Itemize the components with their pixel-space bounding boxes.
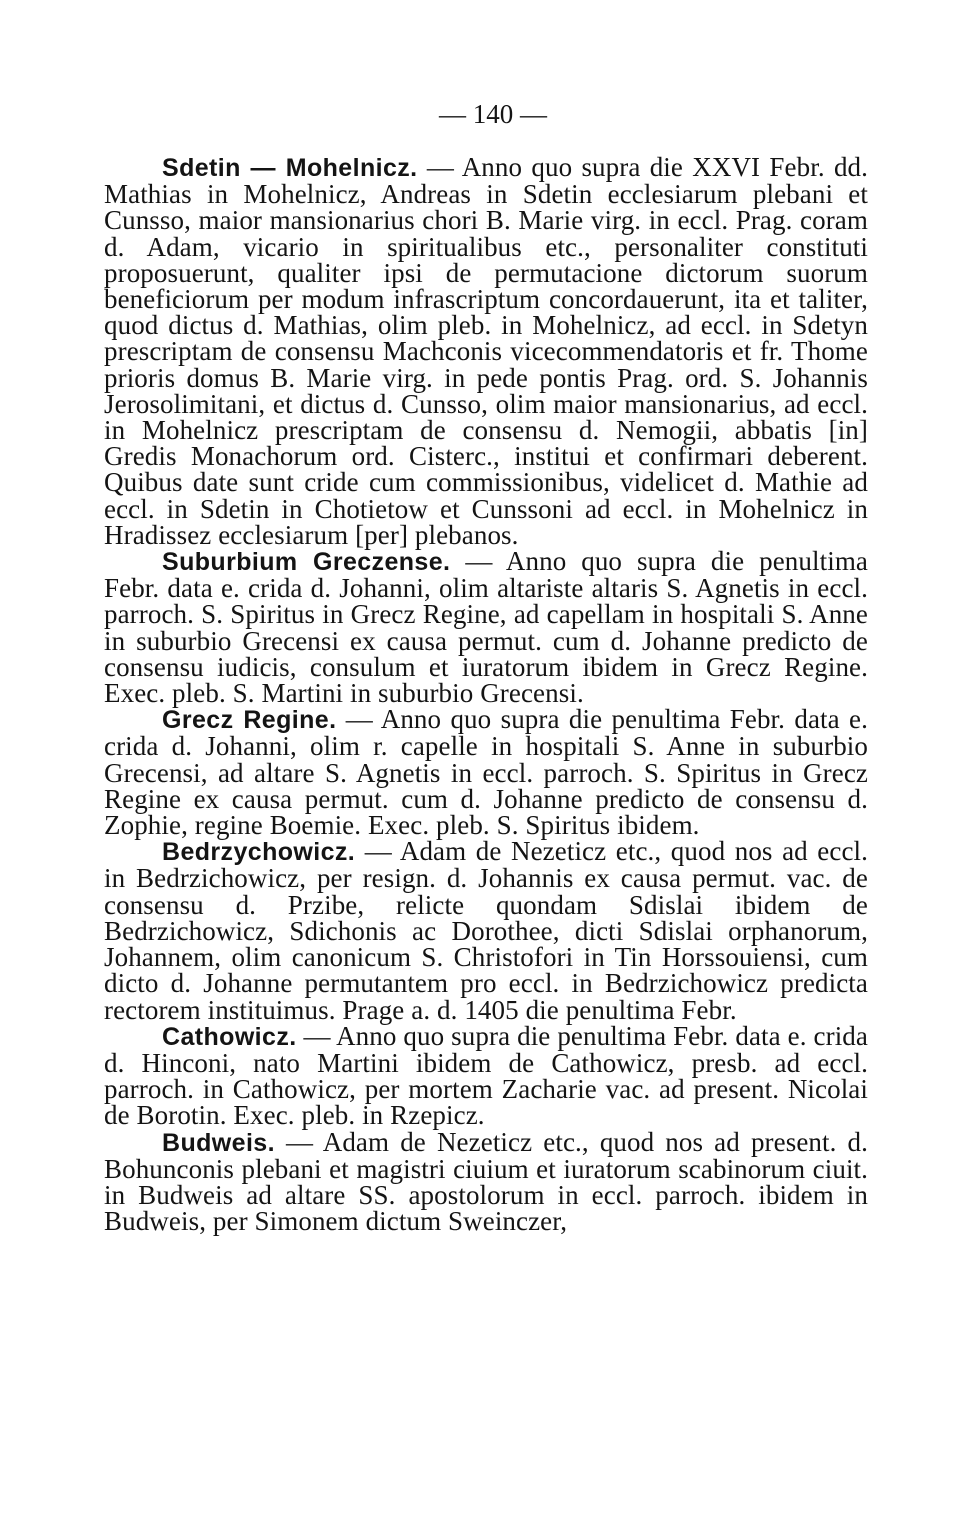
entry-place-heading: Cathowicz.	[162, 1022, 297, 1051]
entry-place-heading: Budweis.	[162, 1128, 275, 1157]
entry-text: — Anno quo supra die penultima Febr. data e. crida d. Johanni, olim r. capelle in hospitali S. Anne in suburbio Grecensi, ad altare S. Agnetis in eccl. parroch. S. Spiritus in Grecz Regine ex causa permut. cum d. Johanne predicto de consensu d. Zophie, regine Boemie. Exec. pleb. S. Spiritus ibidem.	[104, 704, 868, 841]
entry-text: — Adam de Nezeticz etc., quod nos ad eccl. in Bedrzichowicz, per resign. d. Johannis ex causa permut. vac. de consensu d. Przibe, relicte quondam Sdislai ibidem de Bedrzichowicz, Sdichonis ac Dorothee, dicti Sdislai orphanorum, Johannem, olim canonicum S. Christofori in Tin Horssouiensi, cum dicto d. Johanne permutantem pro eccl. in Bedrzichowicz predicta rectorem instituimus. Prage a. d. 1405 die penultima Febr.	[104, 836, 868, 1025]
entry-place-heading: Suburbium Greczense.	[162, 548, 451, 577]
entry-sdetin-mohelnicz	[104, 154, 868, 548]
entry-cathowicz	[104, 1020, 868, 1131]
entry-text: — Anno quo supra die penultima Febr. data e. crida d. Johanni, olim altariste altaris S. Agnetis in eccl. parroch. S. Spiritus in Grecz Regine, ad capellam in hospitali S. Anne in suburbio Grecensi ex causa permut. cum d. Johanne predicto de consensu iudicis, consulum et iuratorum ibidem in Grecz Regine. Exec. pleb. S. Martini in suburbio Grecensi.	[104, 546, 869, 709]
entry-suburbium-greczense	[104, 546, 869, 709]
entry-text: — Anno quo supra die penultima Febr. data e. crida d. Hinconi, nato Martini ibidem de Cathowicz, presb. ad eccl. parroch. in Cathowicz, per mortem Zacharie vac. ad present. Nicolai de Borotin. Exec. pleb. in Rzepicz.	[104, 1020, 868, 1131]
entry-place-heading: Bedrzychowicz.	[162, 838, 356, 867]
entry-place-heading: Sdetin — Mohelnicz.	[162, 154, 418, 182]
entry-text: — Adam de Nezeticz etc., quod nos ad present. d. Bohunconis plebani et magistri ciuium et iuratorum scabinorum ciuit. in Budweis ad altare SS. apostolorum in eccl. parroch. ibidem in Budweis, per Simonem dictum Sweinczer,	[104, 1126, 868, 1237]
entry-grecz-regine	[104, 704, 868, 841]
entry-place-heading: Grecz Regine.	[162, 706, 337, 735]
entry-budweis	[104, 1126, 868, 1237]
page-number: — 140 —	[439, 99, 547, 129]
book-page	[104, 96, 869, 1237]
entry-text: — Anno quo supra die XXVI Febr. dd. Mathias in Mohelnicz, Andreas in Sdetin ecclesiarum plebani et Cunsso, maior mansionarius chori B. Marie virg. in eccl. Prag. coram d. Adam, vicario in spiritualibus etc., personaliter constituti proposuerunt, qualiter ipsi de permutacione dictorum suorum beneficiorum per modum infrascriptum concordauerunt, ita et taliter, quod dictus d. Mathias, olim pleb. in Mohelnicz, ad eccl. in Sdetyn prescriptam de consensu Machconis vicecommendatoris et fr. Thome prioris domus B. Marie virg. in pede pontis Prag. ord. S. Johannis Jerosolimitani, et dictus d. Cunsso, olim maior mansionarius, ad eccl. in Mohelnicz prescriptam de consensu d. Nemogii, abbatis [in] Gredis Monachorum ord. Cisterc., institui et confirmari deberent. Quibus date sunt cride cum commissionibus, videlicet d. Mathie ad eccl. in Sdetin in Chotietow et Cunssoni ad eccl. in Mohelnicz in Hradissez ecclesiarum [per] plebanos.	[104, 152, 869, 550]
entry-bedrzychowicz	[104, 836, 868, 1025]
